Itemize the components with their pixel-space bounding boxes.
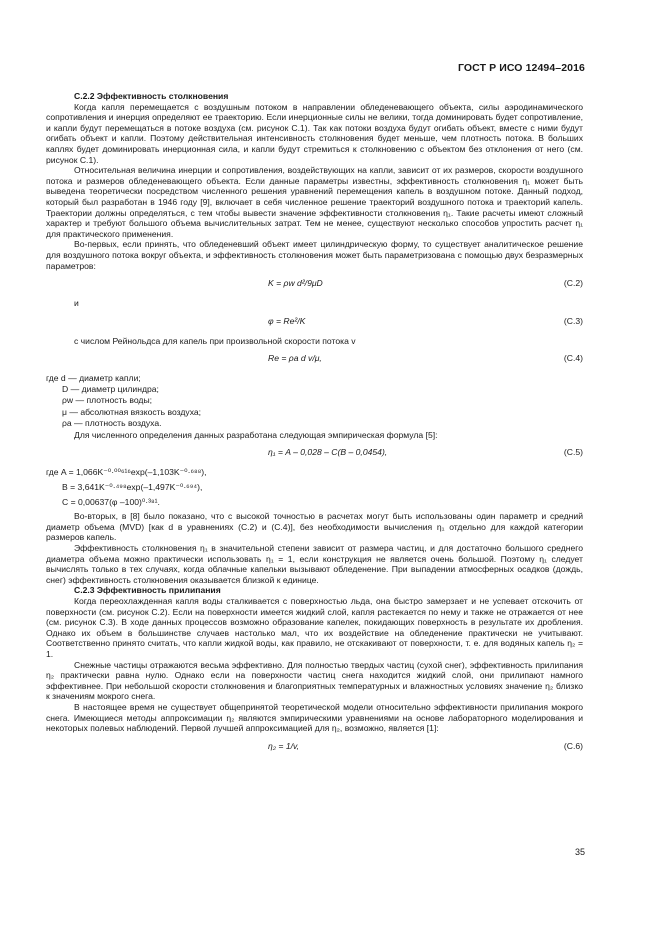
paragraph: Когда переохлажденная капля воды сталкивается с поверхностью льда, она быстро замерзает и не успевает отскочить от поверхности (см. рисунок С.2). Если на поверхности имеется жидкий слой, капля растекается по нему и также не отражается от нее (см. рисунок С.3). В ходе данных процессов возможно образование капелек, покидающих поверхность в результате их дробления. Однако их объем в большинстве случаев настолько мал, что их воздействие на обледенение практически не учитывают. Соответственно принято считать, что капли жидкой воды, как правило, не отскакивают от поверхности, т. е. для водяных капель η₂ = 1. [46,596,583,659]
connector-text: и [74,298,79,309]
equation-c5 [46,447,583,461]
definition-item: ρa — плотность воздуха. [62,418,162,429]
definition-item: где d — диаметр капли; [46,373,141,384]
section-c22-title: С.2.2 Эффективность столкновения [74,91,229,101]
variable-definitions [46,373,583,430]
equation-formula: Re = ρa d v/μ, [268,353,322,364]
equation-c6 [46,741,583,755]
paragraph: Относительная величина инерции и сопротивления, воздействующих на капли, зависит от их размеров, скорости воздушного потока и размеров обледеневающего объекта. Если данные параметры известны, эффективность столкновения η₁ может быть выведена теоретически посредством численного решения уравнений перемещения капель в воздушном потоке. Данный подход, который был разработан в 1946 году [9], включает в себя численное решение траекторий воздушного потока и траекторий капель. Траектории должны определяться, с тем чтобы вывести значение эффективности столкновения η₁. Такие расчеты имеют сложный характер и требуют большого объема вычислительных затрат. Тем не менее, существуют несколько способов упростить расчет η₁ для практического применения. [46,165,583,239]
equation-formula: η₂ = 1/v, [268,740,300,751]
equation-c3 [46,316,583,330]
equation-number: (С.3) [563,315,583,326]
paragraph: Снежные частицы отражаются весьма эффективно. Для полностью твердых частиц (сухой снег), эффективность прилипания η₂ практически равна нулю. Однако если на поверхности частиц снега находится жидкий слой, они прилипают намного эффективнее. При небольшой скорости столкновения и благоприятных температурных и влажностных условиях значение η₂ близко к значениям мокрого снега. [46,659,583,702]
equation-formula: φ = Re²/K [268,315,306,326]
equation-number: (С.6) [563,740,583,751]
coefficient-a: где A = 1,066K⁻⁰·⁰⁰⁶¹⁶exp(–1,103K⁻⁰·⁶⁸⁸), [46,467,207,478]
coefficient-b: B = 3,641K⁻⁰·⁴⁹⁸exp(–1,497K⁻⁰·⁶⁹⁴), [62,482,203,493]
paragraph: Эффективность столкновения η₁ в значительной степени зависит от размера частиц, и для достаточно большого среднего диаметра объема можно практически использовать η₁ = 1, если конструкция не является очень большой. Поэтому η₁ следует вычислять только в тех случаях, когда облачные капельки вызывают обледенение. При выпадении атмосферных осадков (дождь, снег) эффективность столкновения оказывается близкой к единице. [46,543,583,585]
paragraph: Во-вторых, в [8] было показано, что с высокой точностью в расчетах могут быть использованы один параметр и средний диаметр объема (MVD) [как d в уравнениях (С.2) и (С.4)], без необходимости вычисления η₁ отдельно для каждой категории размеров капель. [46,511,583,543]
equation-number: (С.2) [563,278,583,289]
section-c23-title: С.2.3 Эффективность прилипания [74,585,221,596]
paragraph: Во-первых, если принять, что обледеневший объект имеет цилиндрическую форму, то существует аналитическое решение для воздушного потока вокруг объекта, и эффективность столкновения может быть параметризована с помощью двух безразмерных параметров: [46,239,583,271]
page-header: ГОСТ Р ИСО 12494–2016 [457,62,585,74]
paragraph: В настоящее время не существует общепринятой теоретической модели относительно эффективности прилипания мокрого снега. Имеющиеся методы аппроксимации η₂ являются эмпирическими уравнениями на основе лабораторного моделирования и некоторых полевых наблюдений. Первой лучшей аппроксимацией для η₂, возможно, является [1]: [46,701,583,734]
connector-text: с числом Рейнольдса для капель при произвольной скорости потока v [74,335,356,346]
paragraph: Когда капля перемещается с воздушным потоком в направлении обледеневающего объекта, силы аэродинамического сопротивления и инерция определяют ее траекторию. Если инерционные силы не велики, тогда доминировать будет сопротивление, и капли будут перемещаться в потоке воздуха (см. рисунок С.1). Так как потоки воздуха будут огибать объект, вместе с ними будут огибать объект и капли. Поэтому действительная интенсивность столкновения будет меньше, чем плотность потока. В больших каплях будет доминировать инерционная сила, и капли будут стремиться к столкновению с объектом без отклонения от него (см. рисунок С.1). [46,101,583,165]
paragraph: Для численного определения данных разработана следующая эмпирическая формула [5]: [74,429,438,440]
equation-formula: K = ρw d²/9μD [268,278,323,289]
page-number: 35 [574,847,585,857]
document-body [46,91,583,761]
equation-c2 [46,278,583,292]
definition-item: ρw — плотность воды; [62,395,153,406]
equation-number: (С.4) [563,353,583,364]
definition-item: μ — абсолютная вязкость воздуха; [62,406,202,417]
coefficient-c: C = 0,00637(φ –100)⁰·³⁸¹. [62,496,160,507]
equation-formula: η₁ = A – 0,028 – C(B – 0,0454), [268,447,388,458]
definition-item: D — диаметр цилиндра; [62,383,159,394]
equation-number: (С.5) [563,447,583,458]
equation-c4 [46,353,583,367]
